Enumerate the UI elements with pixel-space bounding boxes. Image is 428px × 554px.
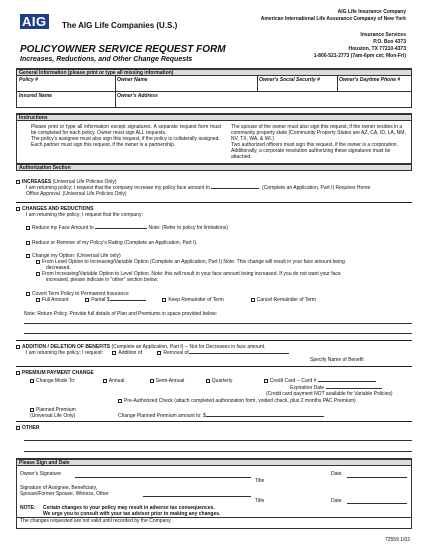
card-number-field[interactable] — [318, 381, 376, 382]
credit-card-note: (Credit card payment NOT available for Variable Policies) — [266, 391, 393, 397]
partial-checkbox[interactable] — [85, 298, 89, 302]
reductions-checkbox[interactable] — [16, 207, 20, 211]
date-field-2[interactable] — [347, 503, 407, 504]
reductions-details-line-1[interactable] — [24, 323, 412, 324]
header-right-2: American International Life Assurance Company of New York — [260, 16, 406, 22]
assignee-signature-field[interactable] — [143, 496, 251, 497]
pac-row — [118, 398, 356, 404]
increases-title: INCREASES — [22, 179, 52, 185]
premium-checkbox[interactable] — [16, 371, 20, 375]
keep-remainder-label: Keep Remainder of Term — [168, 297, 224, 303]
specify-benefit-label: Specify Name of Benefit — [310, 357, 364, 363]
benefit-name-field[interactable] — [189, 353, 289, 354]
note-label: NOTE: — [20, 505, 36, 511]
header-right-4: P.O. Box 4373 — [373, 39, 406, 45]
general-info-heading: General Information (please print or type all missing information) — [17, 69, 411, 76]
full-amount-checkbox[interactable] — [36, 298, 40, 302]
change-planned-label: Change Planned Premium amount to: $ — [118, 413, 206, 419]
removal-of-checkbox[interactable] — [157, 351, 161, 355]
reductions-section — [16, 206, 412, 218]
reduce-face-checkbox[interactable] — [26, 226, 30, 230]
owner-address-label: Owner's Address — [117, 93, 158, 99]
instructions-box — [16, 113, 412, 164]
planned-premium-label-2: (Universal Life Only) — [30, 413, 76, 419]
policy-number-label: Policy # — [19, 77, 38, 83]
other-title-row — [16, 425, 40, 431]
other-line-2[interactable] — [24, 451, 412, 452]
header-right-1: AIG Life Insurance Company — [337, 9, 406, 15]
from-level-label-2: decreased. — [46, 265, 71, 271]
increases-text-1: I am returning policy; I request that the company increase my policy face amount to — [26, 185, 210, 191]
sign-box — [16, 458, 412, 529]
instructions-left: Please print or type all information except signatures. A separate request form must be completed for each policy. Owner must sign ALL requests. The policy's assignee must also sign this request, if the policy is collaterally assigned. Each partner must sign this request, if the owner is a partnership. — [31, 124, 221, 148]
reductions-note: Note: Return Policy. Provide full details of Plan and Premiums in space provided below: — [24, 311, 218, 317]
owner-name-label: Owner Name — [117, 77, 148, 83]
from-inc-row — [36, 271, 412, 283]
cancel-remainder-label: Cancel Remainder of Term — [256, 297, 316, 303]
from-level-label: From Level Option to Increasing/Variable Option (Complete an Application, Part I) Note: This change will result in your face amount being — [42, 259, 345, 265]
assignee-label-2: Spouse/Former Spouse, Witness, Other — [20, 491, 109, 497]
other-checkbox[interactable] — [16, 426, 20, 430]
reductions-details-line-2[interactable] — [24, 333, 412, 334]
reduce-face-field[interactable] — [95, 228, 147, 229]
full-amount-label: Full Amount — [42, 297, 69, 303]
reduce-face-row — [26, 225, 228, 231]
partial-amount-field[interactable] — [110, 300, 146, 301]
owner-signature-label: Owner's Signature — [20, 471, 61, 477]
instructions-right: The spouse of the owner must also sign this request, if the owner resides in a community property state (Community Property States are AZ, CA, ID, LA, NM, NV, TX, WA, & WI.) Two authorized officers must sign this request, if the owner is a corporation. Additionally, a corporate resolution authorizing these signatures must be attached. — [231, 124, 406, 160]
tax-note-2: We urge you to consult with your tax advisor prior to making any changes. — [43, 511, 221, 517]
header-right-5: Houston, TX 77210-4373 — [348, 46, 406, 52]
from-inc-label-2: increased, please indicate in "other" section below. — [46, 277, 159, 283]
from-inc-label: From Increasing/Variable Option to Level Option. Note: this will result in your face amount being increased. If you do not want your face — [42, 271, 341, 277]
general-info-box — [16, 68, 412, 108]
addition-title-note: (Complete an Application, Part I) -- Not for Decreases in face amount. — [110, 344, 266, 350]
keep-remainder-checkbox[interactable] — [162, 298, 166, 302]
header-right-3: Insurance Services — [360, 32, 406, 38]
date-label-2: Date — [331, 498, 342, 504]
from-level-row — [36, 259, 412, 271]
planned-premium-checkbox[interactable] — [30, 408, 34, 412]
date-field-1[interactable] — [347, 477, 407, 478]
planned-premium-label: Planned Premium — [36, 407, 76, 413]
header-right-6: 1-800-521-2773 (7am-6pm cst; Mon-Fri) — [313, 53, 406, 59]
assignee-label: Signature of Assignee, Beneficiary, — [20, 485, 98, 491]
quarterly-label: Quarterly — [211, 378, 233, 384]
semi-annual-label: Semi-Annual — [155, 378, 185, 384]
title-label-2: Title — [255, 498, 265, 504]
addition-section — [16, 344, 412, 356]
change-option-checkbox[interactable] — [26, 254, 30, 258]
convert-checkbox[interactable] — [26, 292, 30, 296]
pre-auth-label: Pre-Authorized Check (attach completed authorization form, voided check, plus 2 months PAC Premium) — [124, 398, 356, 404]
insured-name-label: Insured Name — [19, 93, 53, 99]
semi-annual-checkbox[interactable] — [150, 379, 154, 383]
increases-title-note: (Universal Life Policies Only) — [51, 179, 117, 185]
addition-checkbox[interactable] — [16, 345, 20, 349]
credit-card-checkbox[interactable] — [264, 379, 268, 383]
owner-signature-field[interactable] — [75, 477, 251, 478]
addition-of-checkbox[interactable] — [112, 351, 116, 355]
reduce-face-label: Reduce my Face Amount to — [32, 225, 94, 231]
partial-label: Partial $ — [91, 297, 110, 303]
recorded-note: The changes requested are not valid until recorded by the Company. — [20, 518, 172, 524]
quarterly-checkbox[interactable] — [206, 379, 210, 383]
credit-card-label: Credit Card -- Card # — [269, 378, 317, 384]
addition-of-label: Addition of — [118, 350, 143, 356]
owner-phone-label: Owner's Daytime Phone # — [339, 77, 401, 83]
change-mode-label: Change Mode To: — [36, 378, 76, 384]
annual-checkbox[interactable] — [103, 379, 107, 383]
addition-returning: I am returning the policy; I request: — [26, 350, 103, 356]
increase-amount-field[interactable] — [211, 188, 259, 189]
convert-label: Covert Term Policy to Permanent Insurance — [32, 291, 129, 297]
reduce-rating-label: Reduce or Remove of my Policy's Rating (Complete an Application, Part I). — [32, 240, 198, 246]
date-label-1: Date — [331, 471, 342, 477]
aig-logo: AIG — [22, 14, 47, 29]
tax-note-1: Certain changes to your policy may result in adverse tax consequences. — [43, 505, 215, 511]
from-level-checkbox[interactable] — [36, 260, 40, 264]
mode-row — [30, 378, 412, 384]
other-title: OTHER — [22, 425, 40, 431]
annual-label: Annual — [108, 378, 125, 384]
premium-title-row — [16, 370, 94, 376]
change-option-label: Change my Option: (Universal Life only) — [32, 253, 121, 259]
title-label-1: Title — [255, 478, 265, 484]
premium-title: PREMIUM PAYMENT CHANGE — [22, 370, 94, 376]
form-title: POLICYOWNER SERVICE REQUEST FORM — [20, 44, 226, 55]
increases-checkbox[interactable] — [16, 180, 20, 184]
planned-premium-row — [30, 407, 76, 419]
sign-heading: Please Sign and Date — [17, 459, 411, 466]
other-line-1[interactable] — [24, 440, 412, 441]
form-number: 72559 1/02 — [384, 537, 410, 543]
increases-text-3: Office Approval. (Universal Life Policies Only) — [26, 191, 127, 197]
increases-text-2: . (Complete an Application, Part I) Requires Home — [259, 185, 371, 191]
owner-ssn-label: Owner's Social Security # — [259, 77, 320, 83]
cancel-remainder-checkbox[interactable] — [251, 298, 255, 302]
change-planned-row — [118, 413, 324, 419]
from-inc-checkbox[interactable] — [36, 272, 40, 276]
form-subtitle: Increases, Reductions, and Other Change Requests — [20, 56, 193, 63]
planned-premium-field[interactable] — [206, 416, 324, 417]
company-name: The AIG Life Companies (U.S.) — [62, 21, 178, 30]
increases-section — [16, 179, 412, 197]
reduce-rating-row — [26, 240, 197, 246]
expiration-label: Expiration Date — [290, 385, 325, 391]
reduce-rating-checkbox[interactable] — [26, 241, 30, 245]
reductions-intro: I am returning the policy; I request that the company: — [26, 212, 143, 218]
reduce-face-note: Note: (Refer to policy for limitations) — [148, 225, 228, 231]
reductions-title: CHANGES AND REDUCTIONS — [22, 206, 94, 212]
expiration-field[interactable] — [326, 388, 382, 389]
change-mode-checkbox[interactable] — [30, 379, 34, 383]
convert-options-row — [36, 297, 412, 303]
authorization-heading: Authorization Section — [16, 164, 412, 171]
pre-auth-checkbox[interactable] — [118, 399, 122, 403]
removal-of-label: Removal of — [163, 350, 189, 356]
instructions-heading: Instructions — [17, 114, 411, 121]
addition-title: ADDITION / DELETION OF BENEFITS — [22, 344, 111, 350]
